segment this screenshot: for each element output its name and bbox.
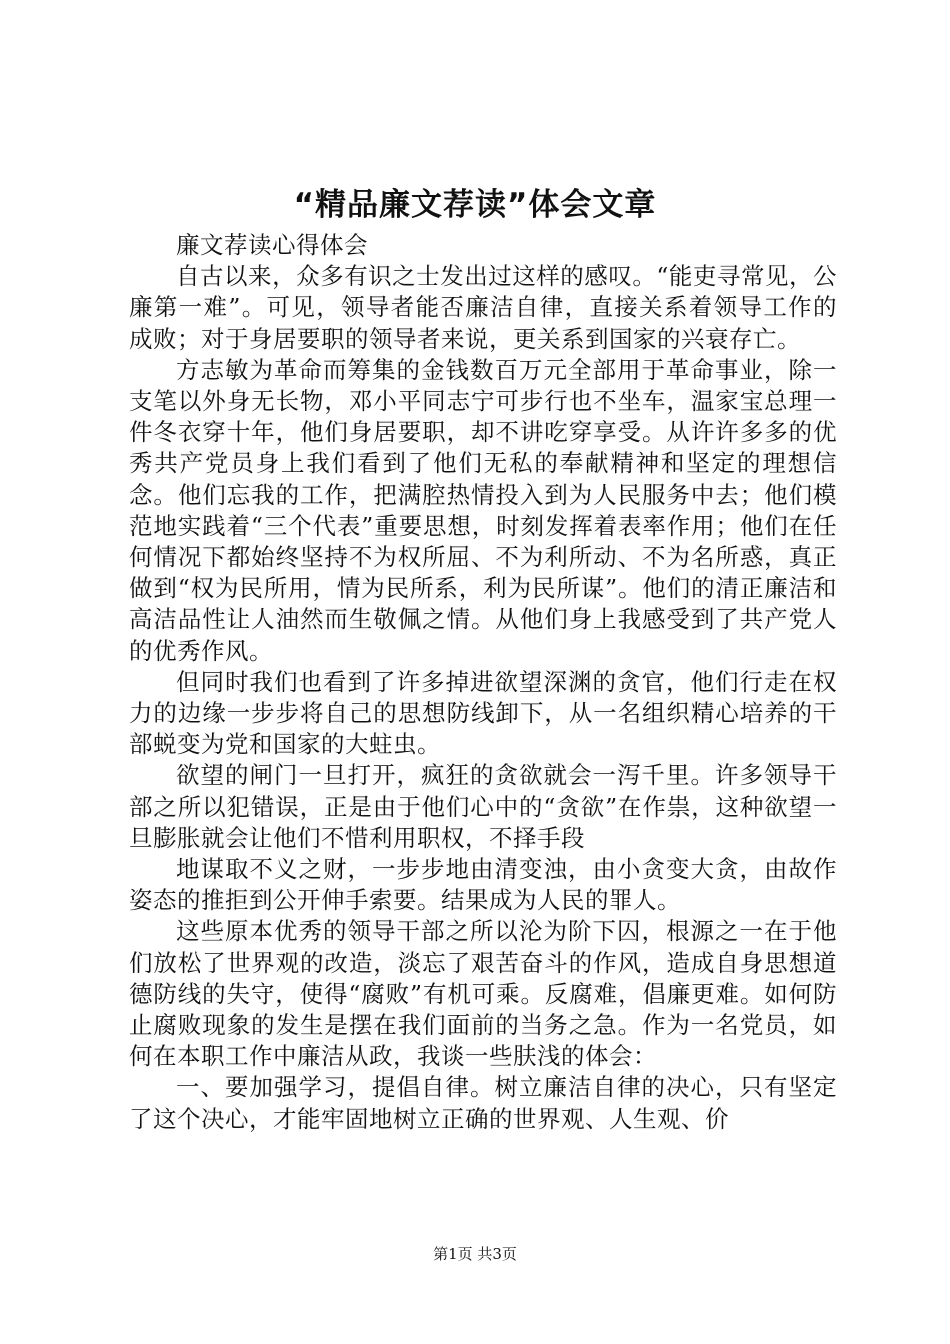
body-paragraph: 地谋取不义之财，一步步地由清变浊，由小贪变大贪，由故作姿态的推拒到公开伸手索要。结果成为人民的罪人。	[129, 855, 837, 915]
subtitle-paragraph: 廉文荐读心得体会	[176, 231, 368, 259]
page-number-footer: 第1页 共3页	[433, 1245, 517, 1263]
body-paragraph: 一、要加强学习，提倡自律。树立廉洁自律的决心，只有坚定了这个决心，才能牢固地树立正确的世界观、人生观、价	[129, 1073, 837, 1133]
document-title: “精品廉文荐读”体会文章	[293, 187, 657, 223]
body-paragraph: 欲望的闸门一旦打开，疯狂的贪欲就会一泻千里。许多领导干部之所以犯错误，正是由于他们心中的“贪欲”在作祟，这种欲望一旦膨胀就会让他们不惜利用职权，不择手段	[129, 761, 837, 852]
body-paragraph: 这些原本优秀的领导干部之所以沦为阶下囚，根源之一在于他们放松了世界观的改造，淡忘了艰苦奋斗的作风，造成自身思想道德防线的失守，使得“腐败”有机可乘。反腐难，倡廉更难。如何防止腐败现象的发生是摆在我们面前的当务之急。作为一名党员，如何在本职工作中廉洁从政，我谈一些肤浅的体会：	[129, 917, 837, 1071]
document-body	[129, 230, 837, 1135]
body-paragraph: 方志敏为革命而筹集的金钱数百万元全部用于革命事业，除一支笔以外身无长物，邓小平同志宁可步行也不坐车，温家宝总理一件冬衣穿十年，他们身居要职，却不讲吃穿享受。从许许多多的优秀共产党员身上我们看到了他们无私的奉献精神和坚定的理想信念。他们忘我的工作，把满腔热情投入到为人民服务中去；他们模范地实践着“三个代表”重要思想，时刻发挥着表率作用；他们在任何情况下都始终坚持不为权所屈、不为利所动、不为名所惑，真正做到“权为民所用，情为民所系，利为民所谋”。他们的清正廉洁和高洁品性让人油然而生敬佩之情。从他们身上我感受到了共产党人的优秀作风。	[129, 355, 837, 665]
body-paragraph: 但同时我们也看到了许多掉进欲望深渊的贪官，他们行走在权力的边缘一步步将自己的思想防线卸下，从一名组织精心培养的干部蜕变为党和国家的大蛀虫。	[129, 667, 837, 759]
body-paragraph: 自古以来，众多有识之士发出过这样的感叹。“能吏寻常见，公廉第一难”。可见，领导者能否廉洁自律，直接关系着领导工作的成败；对于身居要职的领导者来说，更关系到国家的兴衰存亡。	[129, 262, 837, 353]
